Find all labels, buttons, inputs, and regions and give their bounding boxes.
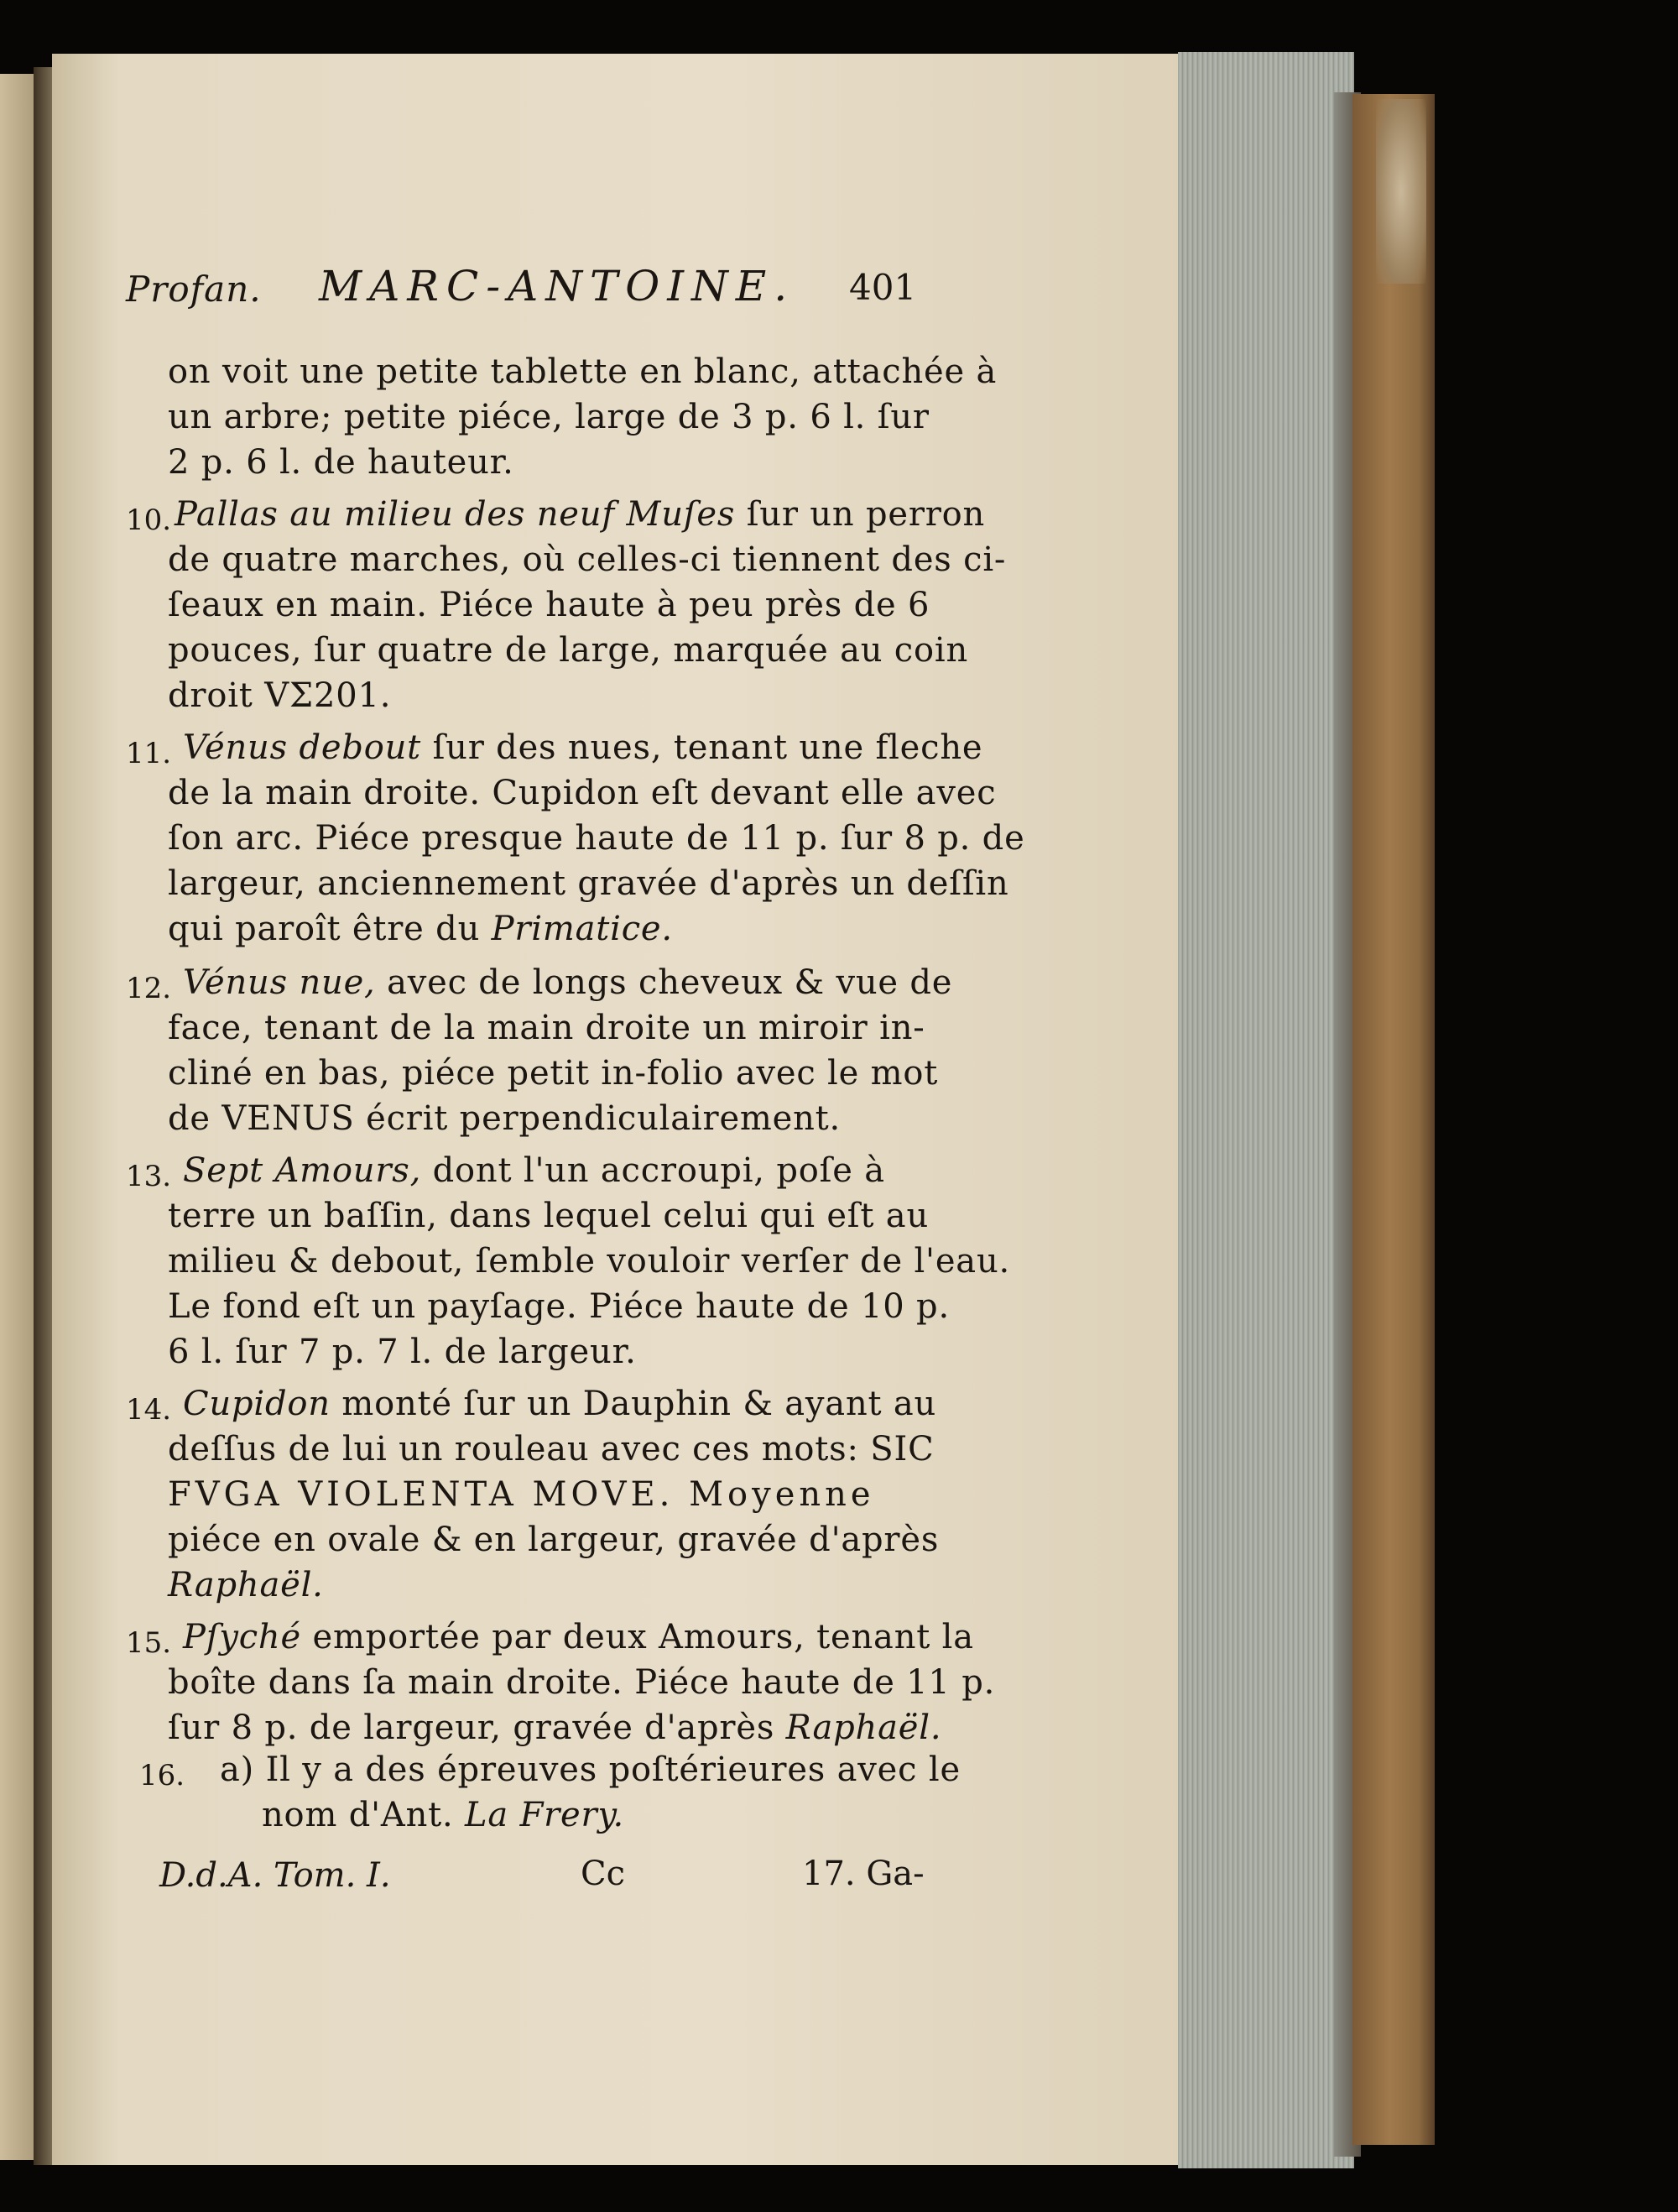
entry-line (168, 1709, 941, 1747)
entry-first-rest: monté ſur un Dauphin & ayant au (330, 1385, 937, 1423)
page-block-fore-edge (1178, 52, 1354, 2168)
intro-line: 2 p. 6 l. de hauteur. (168, 443, 514, 482)
entry-line: 6 l. ſur 7 p. 7 l. de largeur. (168, 1333, 637, 1371)
entry-first-line (183, 1151, 885, 1190)
entry-title: Pſyché (183, 1618, 301, 1656)
entry-line: ſeaux en main. Piéce haute à peu près de 6 (168, 586, 930, 624)
running-header-left: Profan. (126, 269, 262, 310)
note-line (262, 1796, 624, 1834)
entry-first-line (183, 1385, 936, 1423)
entry-first-rest: ſur un perron (735, 495, 986, 534)
entry-number: 14. (126, 1393, 172, 1427)
signature-left: D.d.A. Tom. I. (159, 1856, 391, 1895)
entry-line-text: qui paroît être du (168, 910, 492, 948)
entry-line: pouces, ſur quatre de large, marquée au coin (168, 631, 969, 670)
entry-first-line (183, 1618, 974, 1656)
entry-title: Cupidon (183, 1385, 331, 1423)
entry-title: Vénus debout (183, 728, 422, 767)
entry-number: 13. (126, 1160, 172, 1193)
entry-line: boîte dans ſa main droite. Piéce haute de 11 p. (168, 1663, 996, 1702)
entry-number: 11. (126, 737, 172, 770)
entry-title: Sept Amours, (183, 1151, 422, 1190)
entry-first-line (175, 495, 985, 534)
entry-line (168, 910, 673, 948)
entry-italic-name: Raphaël. (785, 1709, 942, 1747)
entry-line-text: ſur 8 p. de largeur, gravée d'après (168, 1709, 786, 1747)
page-number: 401 (849, 267, 917, 308)
entry-line: de la main droite. Cupidon eſt devant elle avec (168, 774, 997, 812)
entry-line: cliné en bas, piéce petit in-folio avec le mot (168, 1054, 939, 1093)
note-number: 16. (139, 1759, 185, 1792)
entry-first-line (183, 728, 982, 767)
entry-line: milieu & debout, ſemble vouloir verſer de l'eau. (168, 1242, 1011, 1281)
note-italic-name: La Frery. (465, 1796, 625, 1834)
entry-line: Le fond eſt un payſage. Piéce haute de 10 p. (168, 1287, 950, 1326)
entry-line: de quatre marches, où celles-ci tiennent des ci- (168, 540, 1007, 579)
entry-first-rest: dont l'un accroupi, poſe à (421, 1151, 885, 1190)
entry-italic-line: Raphaël. (168, 1566, 324, 1604)
entry-italic-name: Primatice. (491, 910, 673, 948)
intro-line: on voit une petite tablette en blanc, attachée à (168, 352, 998, 391)
catchword: 17. Ga- (802, 1855, 925, 1893)
back-cover (1352, 94, 1435, 2145)
entry-number: 12. (126, 972, 172, 1005)
entry-line: FVGA VIOLENTA MOVE. Moyenne (168, 1475, 875, 1514)
entry-line: de VENUS écrit perpendiculairement. (168, 1099, 842, 1138)
running-header-title: MARC-ANTOINE. (319, 262, 795, 310)
entry-first-line (183, 963, 952, 1002)
entry-line: largeur, anciennement gravée d'après un deſſin (168, 864, 1009, 903)
intro-line: un arbre; petite piéce, large de 3 p. 6 l. ſur (168, 398, 930, 436)
entry-line: deſſus de lui un rouleau avec ces mots: SIC (168, 1430, 935, 1469)
cover-wear (1376, 99, 1426, 284)
entry-line: droit VΣ201. (168, 676, 392, 715)
entry-line: terre un baſſin, dans lequel celui qui eſt au (168, 1197, 930, 1235)
entry-title: Pallas au milieu des neuf Muſes (175, 495, 736, 534)
signature-mark: Cc (581, 1855, 626, 1893)
entry-number: 15. (126, 1626, 172, 1660)
note-line: a) Il y a des épreuves poſtérieures avec le (220, 1750, 961, 1789)
entry-first-rest: ſur des nues, tenant une fleche (421, 728, 983, 767)
entry-title: Vénus nue, (183, 963, 376, 1002)
entry-line: piéce en ovale & en largeur, gravée d'après (168, 1521, 940, 1559)
entry-first-rest: emportée par deux Amours, tenant la (300, 1618, 974, 1656)
entry-line: ſon arc. Piéce presque haute de 11 p. ſur 8 p. de (168, 819, 1025, 858)
entry-line: face, tenant de la main droite un miroir in- (168, 1009, 925, 1047)
entry-number: 10. (126, 503, 172, 537)
entry-first-rest: avec de longs cheveux & vue de (375, 963, 953, 1002)
note-line-text: nom d'Ant. (262, 1796, 466, 1834)
